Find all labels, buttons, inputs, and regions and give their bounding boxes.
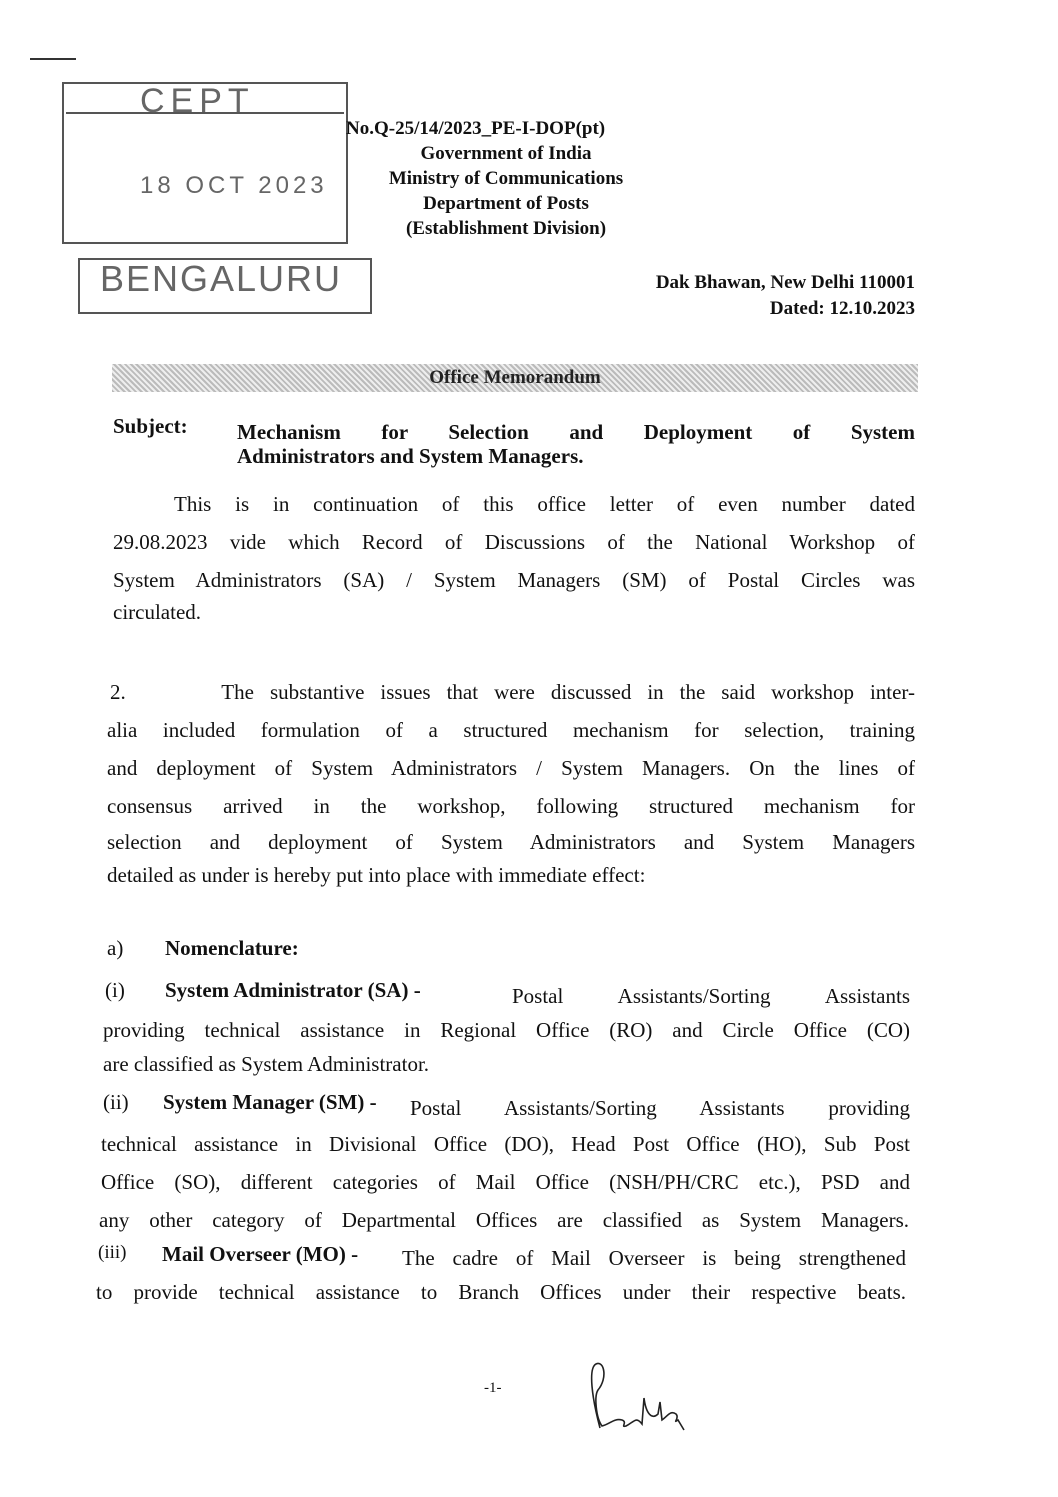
para1-line: This is in continuation of this office letter of even number dated <box>174 492 915 516</box>
date: Dated: 12.10.2023 <box>769 298 915 319</box>
item-text: technical assistance in Divisional Office (DO), Head Post Office (HO), Sub Post <box>101 1132 910 1156</box>
item-marker: (i) <box>105 978 125 1002</box>
item-marker: (iii) <box>98 1242 127 1263</box>
para1-line: circulated. <box>113 600 202 624</box>
subject-line-2: Administrators and System Managers. <box>237 444 584 468</box>
section-heading: Nomenclature: <box>165 936 299 960</box>
item-text: Postal Assistants/Sorting Assistants providing <box>410 1096 910 1120</box>
division: (Establishment Division) <box>405 218 607 239</box>
para2-line: consensus arrived in the workshop, following structured mechanism for <box>107 794 915 818</box>
para2-line: alia included formulation of a structured mechanism for selection, training <box>107 718 915 742</box>
para2-line: 2. The substantive issues that were discussed in the said workshop inter- <box>110 680 915 704</box>
item-text: Office (SO), different categories of Mail Office (NSH/PH/CRC etc.), PSD and <box>101 1170 910 1194</box>
para1-line: 29.08.2023 vide which Record of Discussions of the National Workshop of <box>113 530 915 554</box>
item-term: Mail Overseer (MO) - <box>162 1242 359 1266</box>
page-number: -1- <box>484 1380 502 1396</box>
stamp-org: CEPT <box>140 82 255 120</box>
subject-label: Subject: <box>113 414 188 438</box>
item-text: are classified as System Administrator. <box>103 1052 430 1076</box>
stamp-city: BENGALURU <box>100 258 343 299</box>
stamp-date: 18 OCT 2023 <box>140 172 328 199</box>
item-text: any other category of Departmental Offices are classified as System Managers. <box>99 1208 909 1232</box>
subject-line-1: Mechanism for Selection and Deployment of System <box>237 420 915 444</box>
ministry: Ministry of Communications <box>388 168 624 189</box>
signature <box>580 1358 690 1438</box>
item-marker: (ii) <box>103 1090 129 1114</box>
para2-line: detailed as under is hereby put into place with immediate effect: <box>107 863 646 887</box>
para2-line: selection and deployment of System Administrators and System Managers <box>107 830 915 854</box>
section-marker: a) <box>107 936 124 960</box>
department: Department of Posts <box>423 193 589 214</box>
place: Dak Bhawan, New Delhi 110001 <box>655 272 915 293</box>
item-text: providing technical assistance in Regional Office (RO) and Circle Office (CO) <box>103 1018 910 1042</box>
item-text: The cadre of Mail Overseer is being strengthened <box>402 1246 906 1270</box>
item-text: Postal Assistants/Sorting Assistants <box>512 984 910 1008</box>
item-term: System Administrator (SA) - <box>165 978 421 1002</box>
item-term: System Manager (SM) - <box>163 1090 377 1114</box>
scan-mark <box>30 58 76 60</box>
file-number: No.Q-25/14/2023_PE-I-DOP(pt) <box>346 118 606 139</box>
document-title: Office Memorandum <box>429 367 601 388</box>
para1-line: System Administrators (SA) / System Managers (SM) of Postal Circles was <box>113 568 915 592</box>
item-text: to provide technical assistance to Branch Offices under their respective beats. <box>96 1280 906 1304</box>
government: Government of India <box>420 143 592 164</box>
title-banner <box>112 364 918 392</box>
para2-line: and deployment of System Administrators / System Managers. On the lines of <box>107 756 915 780</box>
